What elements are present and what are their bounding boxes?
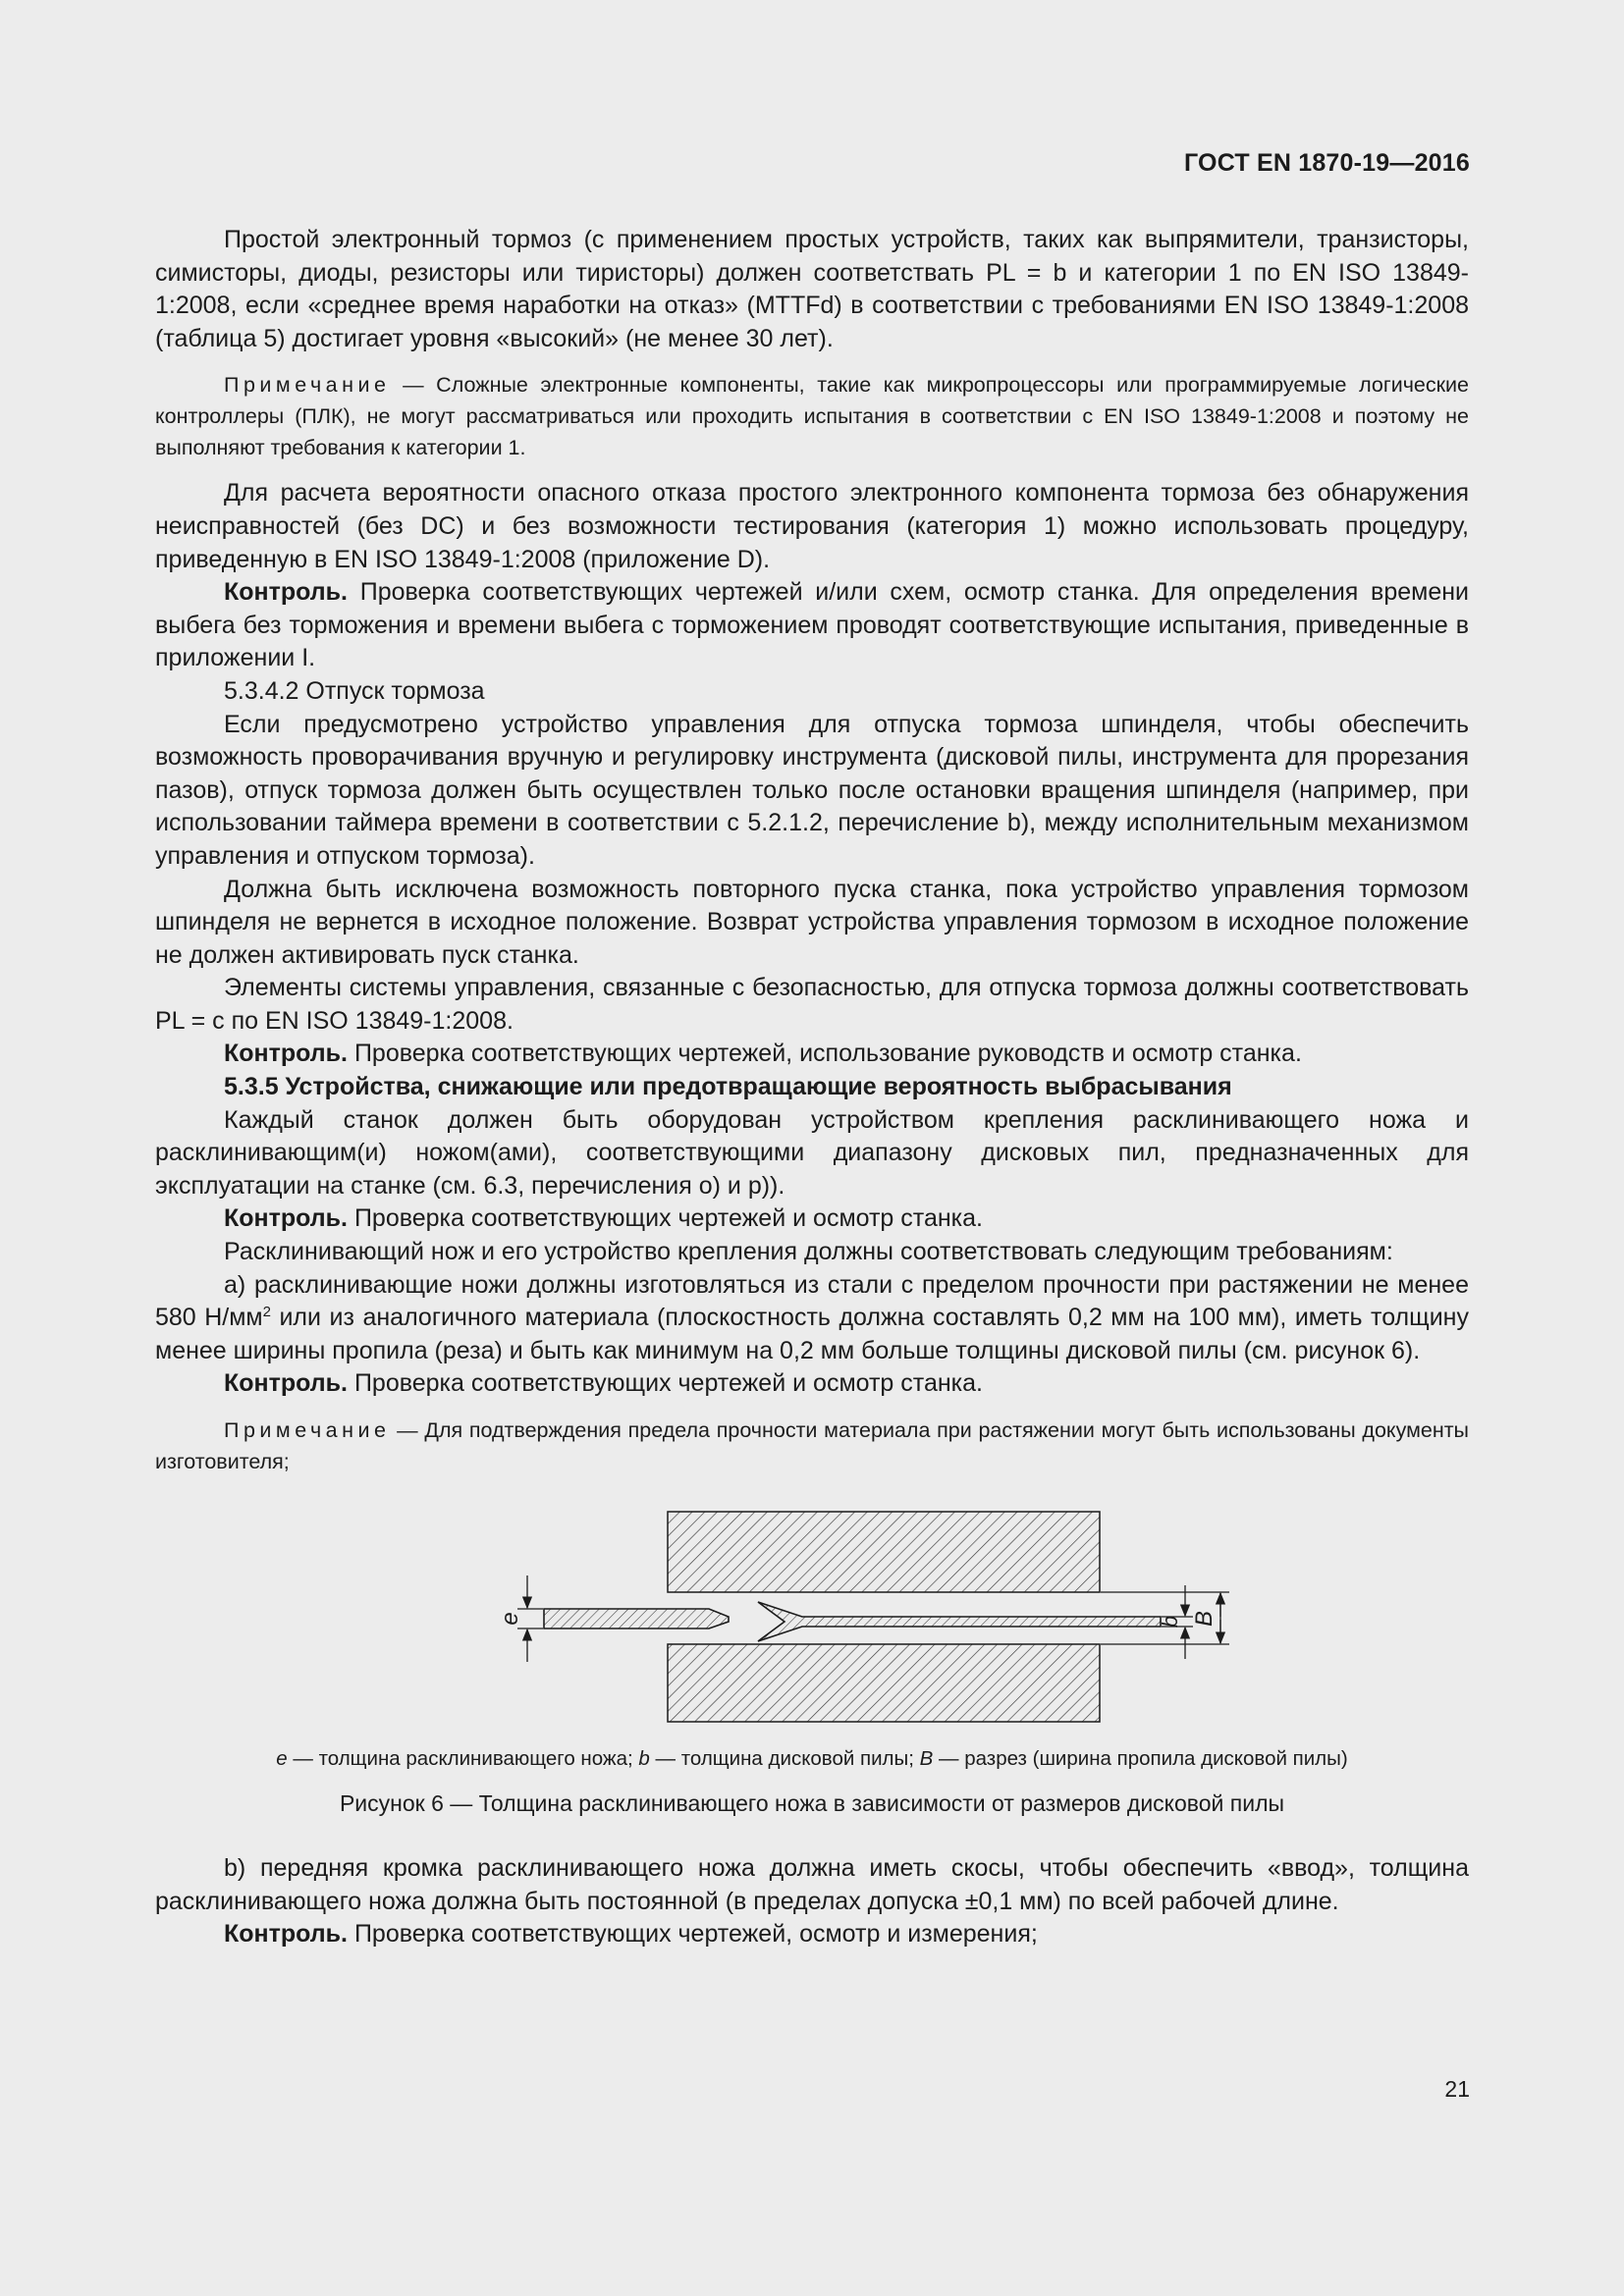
riving-knife — [544, 1609, 729, 1629]
workpiece-upper — [668, 1512, 1100, 1592]
item-a-superscript: 2 — [262, 1304, 271, 1321]
paragraph-riving-knife: Каждый станок должен быть оборудован устройством крепления расклинивающего ножа и расклинивающим(и) ножом(ами), соответствующими диапазону дисковых пил, предназначенных для эксплуатации на станке (см. 6.3, перечисления о) и р)). — [155, 1105, 1469, 1200]
document-body — [155, 224, 1469, 1951]
paragraph-requirements: Расклинивающий нож и его устройство крепления должны соответствовать следующим требованиям: — [224, 1238, 1393, 1266]
control-text: Проверка соответствующих чертежей и осмотр станка. — [348, 1369, 983, 1398]
note-manufacturer-documents — [155, 1415, 1469, 1477]
document-code: ГОСТ EN 1870-19—2016 — [1184, 149, 1470, 177]
legend-e-text: — толщина расклинивающего ножа; — [287, 1747, 639, 1770]
dimension-B-label: B — [1191, 1610, 1218, 1628]
paragraph-probability: Для расчета вероятности опасного отказа простого электронного компонента тормоза без обнаружения неисправностей (без DC) и без возможности тестирования (категория 1) можно использовать процедуру, приведенную в EN ISO 13849-1:2008 (приложение D). — [155, 479, 1469, 573]
list-item-b: b) передняя кромка расклинивающего ножа должна иметь скосы, чтобы обеспечить «ввод», толщина расклинивающего ножа должна быть постоянной (в пределах допуска ±0,1 мм) по всей рабочей длине. — [155, 1854, 1469, 1915]
item-a-text: а) расклинивающие ножи должны изготовляться из стали с пределом прочности при растяжении не менее 580 Н/мм — [155, 1270, 1469, 1332]
item-a-text-continued: или из аналогичного материала (плоскостность должна составлять 0,2 мм на 100 мм), иметь толщину менее ширины пропила (реза) и быть как минимум на 0,2 мм больше толщины дисковой пилы (см. рисунок 6). — [155, 1304, 1469, 1364]
note-label: Примечание — [224, 373, 391, 398]
control-label: Контроль. — [224, 1369, 348, 1398]
paragraph-brake-release: Если предусмотрено устройство управления для отпуска тормоза шпинделя, чтобы обеспечить возможность проворачивания вручную и регулировку инструмента (дисковой пилы, инструмента для прорезания пазов), отпуск тормоза должен быть осуществлен только после остановки вращения шпинделя (например, при использовании таймера времени в соответствии с 5.2.1.2, перечисление b), между исполнительным механизмом управления и отпуском тормоза). — [155, 710, 1469, 870]
figure-riving-knife-diagram — [409, 1507, 1218, 1723]
legend-b-text: — толщина дисковой пилы; — [649, 1747, 920, 1770]
control-paragraph-2 — [155, 1038, 1469, 1071]
list-item-a — [155, 1269, 1469, 1368]
saw-blade — [758, 1602, 1161, 1641]
control-text: Проверка соответствующих чертежей и/или схем, осмотр станка. Для определения времени выбега без торможения и времени выбега с торможением проводят соответствующие испытания, приведенные в приложении I. — [155, 578, 1469, 672]
control-text: Проверка соответствующих чертежей, использование руководств и осмотр станка. — [348, 1040, 1302, 1068]
note-text: — Сложные электронные компоненты, такие как микропроцессоры или программируемые логические контроллеры (ПЛК), не могут рассматриваться или проходить испытания в соответствии с EN ISO 13849-1:2008 и поэтому не выполняют требования к категории 1. — [155, 373, 1469, 460]
control-text: Проверка соответствующих чертежей, осмотр и измерения; — [348, 1920, 1038, 1949]
section-heading-535: 5.3.5 Устройства, снижающие или предотвращающие вероятность выбрасывания — [224, 1073, 1232, 1101]
control-paragraph-5 — [155, 1918, 1469, 1951]
dimension-e-label: e — [497, 1612, 523, 1626]
figure-caption: Рисунок 6 — Толщина расклинивающего ножа в зависимости от размеров дисковой пилы — [339, 1790, 1285, 1816]
workpiece-lower — [668, 1644, 1100, 1722]
page-number: 21 — [1444, 2076, 1470, 2102]
control-label: Контроль. — [224, 1920, 348, 1949]
control-label: Контроль. — [224, 578, 348, 607]
control-paragraph-3 — [155, 1202, 1469, 1236]
dimension-b-label: b — [1158, 1615, 1182, 1629]
legend-e-symbol: e — [276, 1747, 288, 1770]
legend-B-symbol: B — [919, 1747, 934, 1770]
legend-b-symbol: b — [638, 1747, 650, 1770]
section-heading-5342: 5.3.4.2 Отпуск тормоза — [224, 676, 485, 705]
control-paragraph-1 — [155, 576, 1469, 675]
paragraph-restart: Должна быть исключена возможность повторного пуска станка, пока устройство управления тормозом шпинделя не вернется в исходное положение. Возврат устройства управления тормозом в исходное положение не должен активировать пуск станка. — [155, 875, 1469, 969]
paragraph-control-elements: Элементы системы управления, связанные с безопасностью, для отпуска тормоза должны соответствовать PL = c по EN ISO 13849-1:2008. — [155, 974, 1469, 1035]
control-text: Проверка соответствующих чертежей и осмотр станка. — [348, 1204, 983, 1233]
note-text: — Для подтверждения предела прочности материала при растяжении могут быть использованы документы изготовителя; — [155, 1418, 1469, 1473]
figure-legend — [155, 1744, 1469, 1774]
legend-B-text: — разрез (ширина пропила дисковой пилы) — [933, 1747, 1348, 1770]
control-paragraph-4 — [155, 1367, 1469, 1401]
paragraph-simple-brake: Простой электронный тормоз (с применением простых устройств, таких как выпрямители, транзисторы, симисторы, диоды, резисторы или тиристоры) должен соответствать PL = b и категории 1 по EN ISO 13849-1:2008, если «среднее время наработки на отказ» (MTTFd) в соответствии с требованиями EN ISO 13849-1:2008 (таблица 5) достигает уровня «высокий» (не менее 30 лет). — [155, 226, 1469, 352]
control-label: Контроль. — [224, 1204, 348, 1233]
note-electronic-components — [155, 369, 1469, 463]
note-label: Примечание — [224, 1418, 391, 1442]
control-label: Контроль. — [224, 1040, 348, 1068]
